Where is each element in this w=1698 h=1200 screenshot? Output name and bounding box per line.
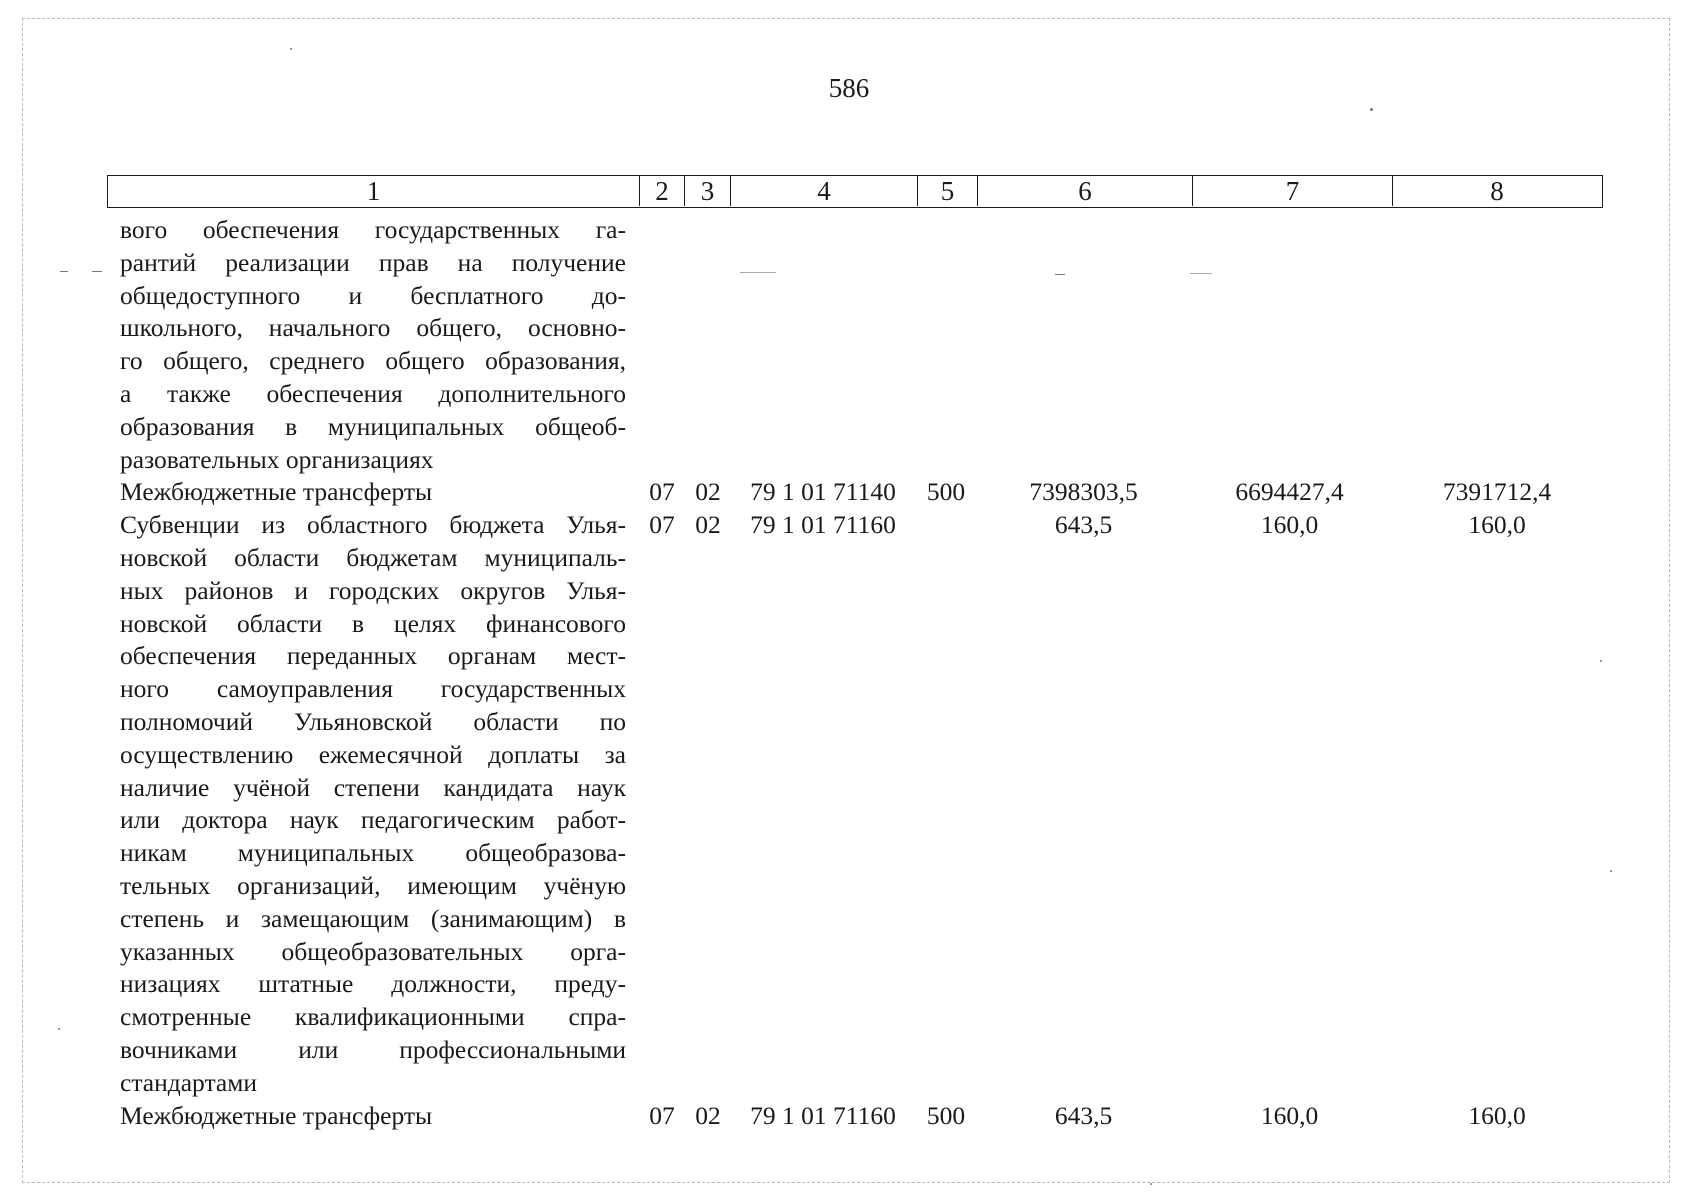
cell-col-5: 500 <box>926 477 966 507</box>
cell-col-4: 79 1 01 71160 <box>750 510 896 540</box>
description-line: указанных общеобразовательных орга- <box>120 936 626 966</box>
cell-col-6: 7398303,5 <box>1029 477 1138 507</box>
header-col-3: 3 <box>684 176 730 206</box>
description-line: ных районов и городских округов Улья- <box>120 575 626 605</box>
header-col-6: 6 <box>977 176 1192 206</box>
header-col-5: 5 <box>917 176 977 206</box>
cell-col-4: 79 1 01 71140 <box>750 477 896 507</box>
description-line: Межбюджетные трансферты <box>120 477 433 507</box>
header-col-8: 8 <box>1392 176 1601 206</box>
table-row <box>0 509 1698 1099</box>
description-line: никам муниципальных общеобразова- <box>120 838 626 868</box>
description-line: новской области в целях финансового <box>120 608 626 638</box>
scan-speck <box>92 271 102 272</box>
page-number: 586 <box>828 73 870 103</box>
cell-col-3: 02 <box>695 1100 721 1130</box>
cell-col-4: 79 1 01 71160 <box>750 1100 896 1130</box>
description-line: степень и замещающим (занимающим) в <box>120 903 626 933</box>
cell-col-6: 643,5 <box>1054 510 1113 540</box>
cell-col-7: 160,0 <box>1260 1100 1319 1130</box>
description-line: общедоступного и бесплатного до- <box>120 280 626 310</box>
description-line: стандартами <box>120 1067 258 1097</box>
description-line: новской области бюджетам муниципаль- <box>120 542 626 572</box>
description-line: наличие учёной степени кандидата наук <box>120 772 626 802</box>
description-line: Межбюджетные трансферты <box>120 1100 433 1130</box>
cell-col-2: 07 <box>649 1100 675 1130</box>
description-line: осуществлению ежемесячной доплаты за <box>120 739 626 769</box>
description-line: го общего, среднего общего образования, <box>120 346 626 376</box>
description-line: а также обеспечения дополнительного <box>120 378 626 408</box>
cell-col-3: 02 <box>695 510 721 540</box>
cell-col-7: 6694427,4 <box>1235 477 1344 507</box>
row-description <box>120 214 626 476</box>
scan-speck <box>1610 870 1612 872</box>
cell-col-5: 500 <box>926 1100 966 1130</box>
description-line: тельных организаций, имеющим учёную <box>120 870 626 900</box>
cell-col-7: 160,0 <box>1260 510 1319 540</box>
scan-speck <box>58 1028 60 1030</box>
scan-speck <box>1055 274 1065 275</box>
scan-speck <box>1370 108 1373 111</box>
description-line: смотренные квалификационными спра- <box>120 1002 626 1032</box>
row-description <box>120 1100 626 1133</box>
scan-speck <box>1190 273 1212 274</box>
description-line: низациях штатные должности, преду- <box>120 969 626 999</box>
description-line: вочниками или профессиональными <box>120 1034 626 1064</box>
scan-speck <box>1600 660 1602 662</box>
cell-col-3: 02 <box>695 477 721 507</box>
header-col-4: 4 <box>730 176 917 206</box>
cell-col-2: 07 <box>649 510 675 540</box>
cell-col-8: 160,0 <box>1468 1100 1526 1130</box>
scan-speck <box>1150 1183 1152 1185</box>
cell-col-6: 643,5 <box>1054 1100 1113 1130</box>
header-col-7: 7 <box>1192 176 1392 206</box>
description-line: школьного, начального общего, основно- <box>120 313 626 343</box>
row-description <box>120 476 626 509</box>
header-col-1: 1 <box>366 176 381 206</box>
description-line: Субвенции из областного бюджета Улья- <box>120 510 626 540</box>
description-line: образования в муниципальных общеоб- <box>120 411 626 441</box>
description-line: рантий реализации прав на получение <box>120 247 626 277</box>
header-col-2: 2 <box>639 176 684 206</box>
cell-col-2: 07 <box>649 477 675 507</box>
description-line: ного самоуправления государственных <box>120 674 626 704</box>
row-description <box>120 509 626 1099</box>
table-row <box>0 476 1698 509</box>
scan-speck <box>290 48 292 50</box>
cell-col-8: 160,0 <box>1468 510 1526 540</box>
scan-speck <box>60 271 68 272</box>
description-line: разовательных организациях <box>120 444 434 474</box>
table-row <box>0 1100 1698 1133</box>
description-line: обеспечения переданных органам мест- <box>120 641 626 671</box>
scan-speck <box>740 272 776 273</box>
cell-col-8: 7391712,4 <box>1442 477 1552 507</box>
description-line: или доктора наук педагогическим работ- <box>120 805 626 835</box>
description-line: вого обеспечения государственных га- <box>120 215 626 244</box>
table-row <box>0 214 1698 476</box>
description-line: полномочий Ульяновской области по <box>120 706 626 736</box>
